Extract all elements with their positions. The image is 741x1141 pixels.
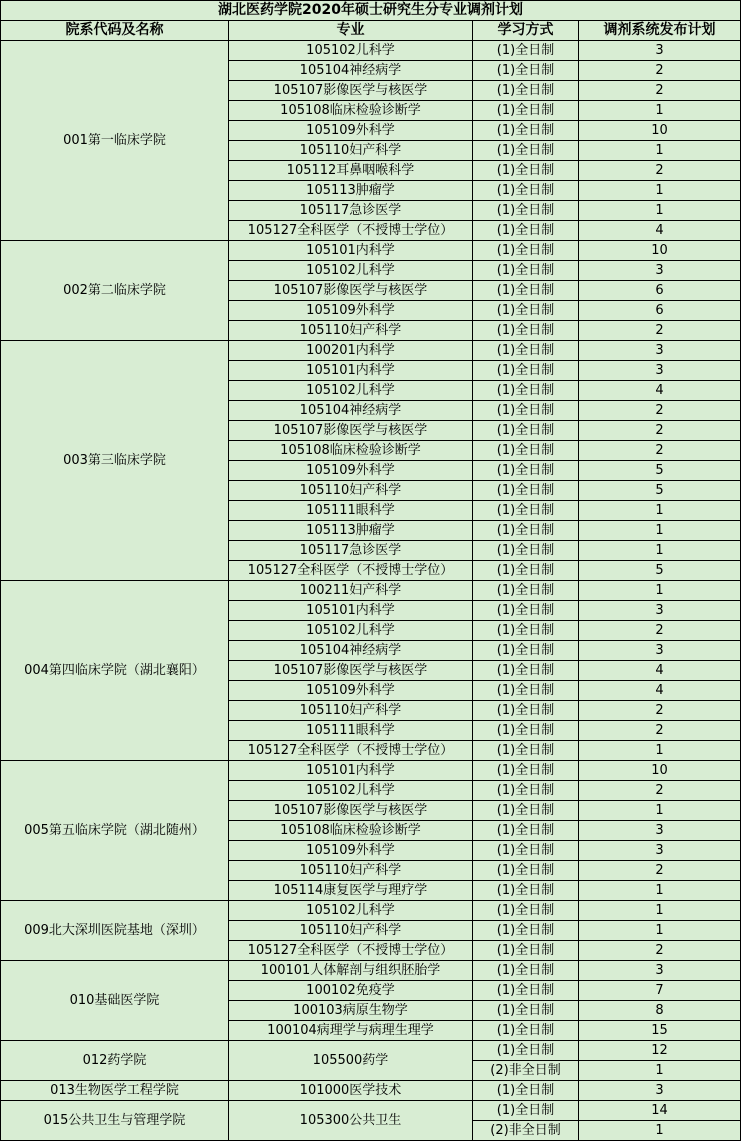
- study-mode-cell: (1)全日制: [473, 881, 579, 901]
- study-mode-cell: (1)全日制: [473, 741, 579, 761]
- major-cell: 105113肿瘤学: [229, 521, 473, 541]
- study-mode-cell: (1)全日制: [473, 1021, 579, 1041]
- major-cell: 100104病理学与病理生理学: [229, 1021, 473, 1041]
- department-cell: 004第四临床学院（湖北襄阳）: [1, 581, 229, 761]
- study-mode-cell: (1)全日制: [473, 981, 579, 1001]
- study-mode-cell: (1)全日制: [473, 921, 579, 941]
- plan-count-cell: 1: [579, 581, 741, 601]
- study-mode-cell: (2)非全日制: [473, 1121, 579, 1141]
- plan-count-cell: 3: [579, 41, 741, 61]
- major-cell: 105104神经病学: [229, 61, 473, 81]
- major-cell: 105108临床检验诊断学: [229, 101, 473, 121]
- study-mode-cell: (1)全日制: [473, 641, 579, 661]
- study-mode-cell: (1)全日制: [473, 541, 579, 561]
- major-cell: 105127全科医学（不授博士学位）: [229, 221, 473, 241]
- plan-count-cell: 1: [579, 921, 741, 941]
- plan-count-cell: 2: [579, 721, 741, 741]
- plan-count-cell: 1: [579, 881, 741, 901]
- major-cell: 105127全科医学（不授博士学位）: [229, 561, 473, 581]
- major-cell: 105108临床检验诊断学: [229, 441, 473, 461]
- study-mode-cell: (1)全日制: [473, 561, 579, 581]
- header-major: 专业: [229, 21, 473, 41]
- table-row: [1, 241, 741, 261]
- study-mode-cell: (1)全日制: [473, 441, 579, 461]
- table-row: [1, 901, 741, 921]
- major-cell: 105109外科学: [229, 841, 473, 861]
- major-cell: 105107影像医学与核医学: [229, 421, 473, 441]
- plan-count-cell: 3: [579, 601, 741, 621]
- table-row: [1, 341, 741, 361]
- major-cell: 105300公共卫生: [229, 1101, 473, 1141]
- study-mode-cell: (1)全日制: [473, 161, 579, 181]
- title-row: [1, 1, 741, 21]
- study-mode-cell: (1)全日制: [473, 841, 579, 861]
- study-mode-cell: (1)全日制: [473, 821, 579, 841]
- plan-count-cell: 1: [579, 141, 741, 161]
- major-cell: 105111眼科学: [229, 501, 473, 521]
- major-cell: 100103病原生物学: [229, 1001, 473, 1021]
- major-cell: 105102儿科学: [229, 41, 473, 61]
- major-cell: 105117急诊医学: [229, 541, 473, 561]
- study-mode-cell: (1)全日制: [473, 661, 579, 681]
- study-mode-cell: (1)全日制: [473, 861, 579, 881]
- major-cell: 105110妇产科学: [229, 481, 473, 501]
- department-cell: 005第五临床学院（湖北随州）: [1, 761, 229, 901]
- major-cell: 105110妇产科学: [229, 861, 473, 881]
- study-mode-cell: (1)全日制: [473, 941, 579, 961]
- plan-count-cell: 3: [579, 341, 741, 361]
- department-cell: 002第二临床学院: [1, 241, 229, 341]
- plan-count-cell: 5: [579, 481, 741, 501]
- plan-count-cell: 2: [579, 621, 741, 641]
- major-cell: 105107影像医学与核医学: [229, 801, 473, 821]
- study-mode-cell: (1)全日制: [473, 301, 579, 321]
- plan-count-cell: 1: [579, 521, 741, 541]
- major-cell: 105110妇产科学: [229, 701, 473, 721]
- plan-count-cell: 1: [579, 501, 741, 521]
- major-cell: 105102儿科学: [229, 261, 473, 281]
- plan-count-cell: 2: [579, 321, 741, 341]
- study-mode-cell: (1)全日制: [473, 1001, 579, 1021]
- plan-count-cell: 3: [579, 361, 741, 381]
- major-cell: 105109外科学: [229, 121, 473, 141]
- plan-count-cell: 1: [579, 1061, 741, 1081]
- study-mode-cell: (1)全日制: [473, 361, 579, 381]
- plan-count-cell: 5: [579, 461, 741, 481]
- study-mode-cell: (1)全日制: [473, 1101, 579, 1121]
- study-mode-cell: (1)全日制: [473, 621, 579, 641]
- plan-count-cell: 7: [579, 981, 741, 1001]
- major-cell: 105112耳鼻咽喉科学: [229, 161, 473, 181]
- plan-count-cell: 8: [579, 1001, 741, 1021]
- department-cell: 012药学院: [1, 1041, 229, 1081]
- plan-count-cell: 1: [579, 741, 741, 761]
- study-mode-cell: (1)全日制: [473, 401, 579, 421]
- study-mode-cell: (1)全日制: [473, 761, 579, 781]
- study-mode-cell: (1)全日制: [473, 961, 579, 981]
- plan-count-cell: 3: [579, 641, 741, 661]
- table-row: [1, 1081, 741, 1101]
- study-mode-cell: (1)全日制: [473, 581, 579, 601]
- major-cell: 105110妇产科学: [229, 141, 473, 161]
- plan-count-cell: 10: [579, 241, 741, 261]
- plan-count-cell: 2: [579, 61, 741, 81]
- plan-count-cell: 4: [579, 661, 741, 681]
- plan-count-cell: 4: [579, 681, 741, 701]
- study-mode-cell: (1)全日制: [473, 41, 579, 61]
- plan-count-cell: 15: [579, 1021, 741, 1041]
- major-cell: 105114康复医学与理疗学: [229, 881, 473, 901]
- study-mode-cell: (1)全日制: [473, 221, 579, 241]
- department-cell: 015公共卫生与管理学院: [1, 1101, 229, 1141]
- table-title: 湖北医药学院2020年硕士研究生分专业调剂计划: [1, 1, 741, 21]
- plan-count-cell: 1: [579, 1121, 741, 1141]
- table-row: [1, 41, 741, 61]
- major-cell: 105104神经病学: [229, 641, 473, 661]
- major-cell: 105110妇产科学: [229, 321, 473, 341]
- study-mode-cell: (1)全日制: [473, 121, 579, 141]
- header-row: [1, 21, 741, 41]
- plan-count-cell: 2: [579, 441, 741, 461]
- department-cell: 001第一临床学院: [1, 41, 229, 241]
- major-cell: 100201内科学: [229, 341, 473, 361]
- plan-count-cell: 2: [579, 861, 741, 881]
- major-cell: 105101内科学: [229, 601, 473, 621]
- study-mode-cell: (1)全日制: [473, 61, 579, 81]
- major-cell: 105107影像医学与核医学: [229, 661, 473, 681]
- study-mode-cell: (1)全日制: [473, 601, 579, 621]
- major-cell: 105101内科学: [229, 761, 473, 781]
- major-cell: 105107影像医学与核医学: [229, 81, 473, 101]
- plan-count-cell: 3: [579, 961, 741, 981]
- major-cell: 105109外科学: [229, 461, 473, 481]
- plan-count-cell: 3: [579, 821, 741, 841]
- study-mode-cell: (1)全日制: [473, 721, 579, 741]
- plan-count-cell: 10: [579, 121, 741, 141]
- plan-count-cell: 1: [579, 201, 741, 221]
- major-cell: 105109外科学: [229, 681, 473, 701]
- study-mode-cell: (1)全日制: [473, 181, 579, 201]
- study-mode-cell: (1)全日制: [473, 801, 579, 821]
- plan-count-cell: 2: [579, 81, 741, 101]
- major-cell: 105102儿科学: [229, 381, 473, 401]
- major-cell: 105102儿科学: [229, 621, 473, 641]
- plan-count-cell: 5: [579, 561, 741, 581]
- study-mode-cell: (1)全日制: [473, 901, 579, 921]
- study-mode-cell: (1)全日制: [473, 501, 579, 521]
- plan-count-cell: 6: [579, 281, 741, 301]
- plan-count-cell: 4: [579, 381, 741, 401]
- study-mode-cell: (1)全日制: [473, 341, 579, 361]
- study-mode-cell: (1)全日制: [473, 321, 579, 341]
- study-mode-cell: (1)全日制: [473, 241, 579, 261]
- plan-count-cell: 1: [579, 541, 741, 561]
- study-mode-cell: (1)全日制: [473, 421, 579, 441]
- department-cell: 009北大深圳医院基地（深圳）: [1, 901, 229, 961]
- study-mode-cell: (1)全日制: [473, 701, 579, 721]
- study-mode-cell: (1)全日制: [473, 201, 579, 221]
- department-cell: 010基础医学院: [1, 961, 229, 1041]
- plan-count-cell: 6: [579, 301, 741, 321]
- plan-count-cell: 1: [579, 801, 741, 821]
- major-cell: 105117急诊医学: [229, 201, 473, 221]
- study-mode-cell: (1)全日制: [473, 81, 579, 101]
- department-cell: 003第三临床学院: [1, 341, 229, 581]
- plan-count-cell: 2: [579, 161, 741, 181]
- major-cell: 105111眼科学: [229, 721, 473, 741]
- plan-count-cell: 3: [579, 261, 741, 281]
- study-mode-cell: (1)全日制: [473, 381, 579, 401]
- study-mode-cell: (1)全日制: [473, 681, 579, 701]
- major-cell: 105109外科学: [229, 301, 473, 321]
- table-row: [1, 1101, 741, 1121]
- plan-count-cell: 2: [579, 701, 741, 721]
- plan-count-cell: 4: [579, 221, 741, 241]
- major-cell: 101000医学技术: [229, 1081, 473, 1101]
- plan-count-cell: 14: [579, 1101, 741, 1121]
- major-cell: 105500药学: [229, 1041, 473, 1081]
- department-cell: 013生物医学工程学院: [1, 1081, 229, 1101]
- study-mode-cell: (1)全日制: [473, 261, 579, 281]
- table-row: [1, 761, 741, 781]
- study-mode-cell: (2)非全日制: [473, 1061, 579, 1081]
- plan-count-cell: 1: [579, 901, 741, 921]
- plan-count-cell: 2: [579, 941, 741, 961]
- major-cell: 105107影像医学与核医学: [229, 281, 473, 301]
- major-cell: 105101内科学: [229, 241, 473, 261]
- major-cell: 100102免疫学: [229, 981, 473, 1001]
- table-body: [1, 1, 741, 1141]
- table-row: [1, 961, 741, 981]
- major-cell: 100101人体解剖与组织胚胎学: [229, 961, 473, 981]
- major-cell: 105104神经病学: [229, 401, 473, 421]
- study-mode-cell: (1)全日制: [473, 521, 579, 541]
- study-mode-cell: (1)全日制: [473, 781, 579, 801]
- plan-count-cell: 3: [579, 1081, 741, 1101]
- major-cell: 105110妇产科学: [229, 921, 473, 941]
- major-cell: 105101内科学: [229, 361, 473, 381]
- major-cell: 105127全科医学（不授博士学位）: [229, 741, 473, 761]
- study-mode-cell: (1)全日制: [473, 101, 579, 121]
- major-cell: 105108临床检验诊断学: [229, 821, 473, 841]
- study-mode-cell: (1)全日制: [473, 1041, 579, 1061]
- study-mode-cell: (1)全日制: [473, 481, 579, 501]
- plan-count-cell: 2: [579, 421, 741, 441]
- table-row: [1, 581, 741, 601]
- plan-count-cell: 2: [579, 401, 741, 421]
- plan-count-cell: 12: [579, 1041, 741, 1061]
- major-cell: 105127全科医学（不授博士学位）: [229, 941, 473, 961]
- plan-count-cell: 1: [579, 181, 741, 201]
- major-cell: 105102儿科学: [229, 901, 473, 921]
- plan-count-cell: 2: [579, 781, 741, 801]
- plan-count-cell: 3: [579, 841, 741, 861]
- header-study-mode: 学习方式: [473, 21, 579, 41]
- study-mode-cell: (1)全日制: [473, 281, 579, 301]
- major-cell: 105102儿科学: [229, 781, 473, 801]
- header-department: 院系代码及名称: [1, 21, 229, 41]
- plan-count-cell: 10: [579, 761, 741, 781]
- study-mode-cell: (1)全日制: [473, 461, 579, 481]
- study-mode-cell: (1)全日制: [473, 141, 579, 161]
- header-plan-count: 调剂系统发布计划: [579, 21, 741, 41]
- study-mode-cell: (1)全日制: [473, 1081, 579, 1101]
- table-row: [1, 1041, 741, 1061]
- major-cell: 100211妇产科学: [229, 581, 473, 601]
- plan-count-cell: 1: [579, 101, 741, 121]
- major-cell: 105113肿瘤学: [229, 181, 473, 201]
